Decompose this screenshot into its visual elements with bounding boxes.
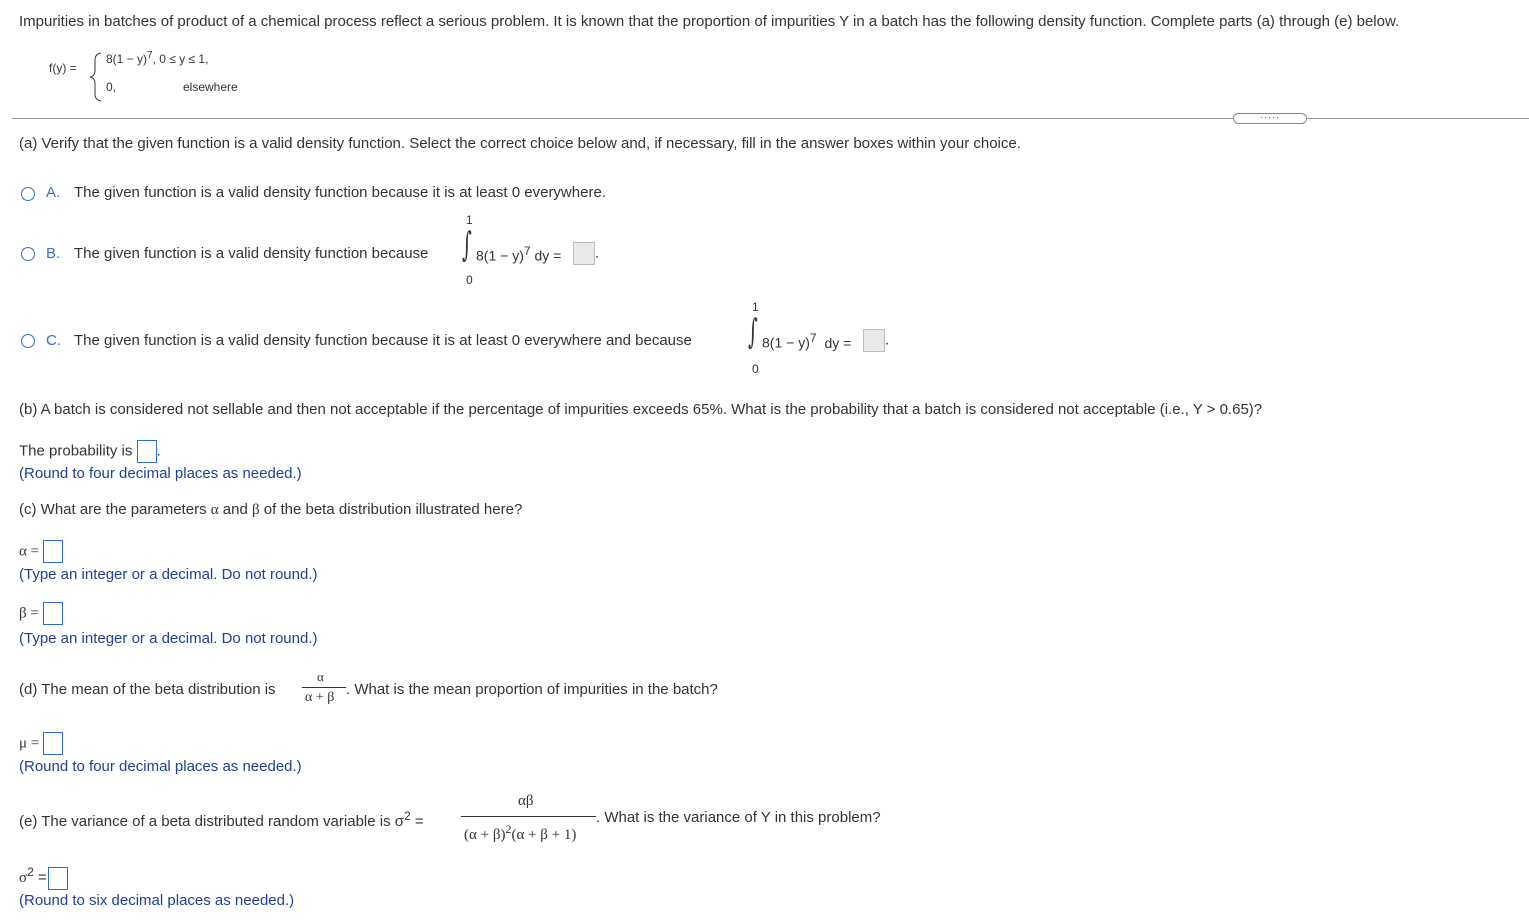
mean-frac-line — [302, 687, 346, 688]
option-c-lower-limit: 0 — [752, 362, 759, 376]
part-c-alpha: α — [210, 502, 219, 518]
part-c-question — [19, 501, 522, 519]
option-b-integrand — [476, 244, 561, 264]
option-c-upper-limit: 1 — [752, 300, 759, 314]
option-a-radio[interactable] — [21, 187, 35, 201]
part-b-answer-label: The probability is — [19, 442, 133, 460]
mean-frac-den: α + β — [305, 690, 335, 705]
alpha-row — [19, 540, 63, 563]
part-e-hint: (Round to six decimal places as needed.) — [19, 892, 295, 909]
beta-input[interactable] — [43, 602, 63, 625]
alpha-input[interactable] — [43, 540, 63, 563]
problem-intro: Impurities in batches of product of a chemical process reflect a serious problem. It is known that the proportion of impurities Y in a batch has the following density function. Complete parts (a) through (e) below. — [19, 13, 1400, 30]
option-c-radio[interactable] — [21, 334, 35, 348]
option-c-integrand — [762, 331, 851, 351]
sigma-row — [19, 865, 68, 890]
option-b-integrand-expr: 8(1 − y) — [476, 247, 524, 264]
part-e-eq: = — [414, 813, 424, 830]
sigma-sq: 2 — [27, 865, 34, 879]
option-b-lower-limit: 0 — [466, 273, 473, 287]
part-e-question-text: (e) The variance of a beta distributed random variable is σ — [19, 813, 405, 830]
var-frac-den-a: (α + β) — [464, 827, 506, 843]
expand-button[interactable]: ····· — [1233, 113, 1307, 124]
alpha-label: α = — [19, 543, 40, 560]
density-case2-expr: 0, — [106, 80, 117, 94]
probability-input[interactable] — [137, 440, 157, 463]
part-c-question-pre: (c) What are the parameters — [19, 501, 207, 518]
part-e-question-pre — [19, 809, 424, 830]
part-c-question-post: of the beta distribution illustrated here? — [263, 501, 523, 518]
option-a-letter: A. — [46, 184, 61, 201]
mean-frac-num: α — [317, 669, 324, 684]
variance-input[interactable] — [48, 867, 68, 890]
part-e-sq: 2 — [404, 809, 411, 823]
option-b-letter: B. — [46, 245, 61, 262]
density-case1-cond: , 0 ≤ y ≤ 1, — [152, 52, 209, 66]
option-b-upper-limit: 1 — [466, 213, 473, 227]
var-frac-num: αβ — [518, 793, 534, 809]
option-c-letter: C. — [46, 332, 61, 349]
sigma-label: σ — [19, 870, 28, 886]
part-c-and: and — [222, 501, 248, 518]
var-frac-den-b: (α + β + 1) — [511, 827, 577, 843]
option-c-text: The given function is a valid density function because it is at least 0 everywhere and because — [74, 332, 692, 349]
part-d-hint: (Round to four decimal places as needed.) — [19, 758, 302, 775]
beta-row — [19, 602, 63, 625]
option-b-answer-box[interactable] — [573, 242, 595, 265]
part-b-hint: (Round to four decimal places as needed.) — [19, 465, 302, 482]
part-a-question: (a) Verify that the given function is a valid density function. Select the correct choice below and, if necessary, fill in the answer boxes within your choice. — [19, 135, 1021, 152]
density-case1 — [106, 50, 208, 66]
left-brace-icon — [89, 52, 103, 102]
option-c-answer-box[interactable] — [863, 329, 885, 352]
alpha-hint: (Type an integer or a decimal. Do not round.) — [19, 566, 318, 583]
beta-label: β = — [19, 605, 39, 622]
part-c-beta: β — [251, 502, 260, 518]
density-case2-cond: elsewhere — [183, 80, 238, 94]
option-b-tail: dy = — [534, 247, 562, 264]
integral-icon: ∫ — [748, 312, 758, 352]
density-case1-exp: 7 — [147, 50, 153, 61]
option-c-integrand-expr: 8(1 − y) — [762, 334, 810, 351]
part-d-question-pre: (d) The mean of the beta distribution is — [19, 681, 276, 698]
option-c-exp: 7 — [809, 331, 817, 345]
option-c-tail: dy = — [824, 334, 852, 351]
density-lhs: f(y) = — [49, 61, 77, 75]
option-b-exp: 7 — [523, 244, 531, 258]
option-a-text: The given function is a valid density function because it is at least 0 everywhere. — [74, 184, 606, 201]
sigma-eq: = — [37, 869, 47, 886]
part-b-answer-row: The probability is . — [19, 440, 161, 463]
part-e-question-post: . What is the variance of Y in this problem? — [596, 809, 881, 826]
part-d-question-post: . What is the mean proportion of impurities in the batch? — [346, 681, 718, 698]
mu-row — [19, 732, 63, 755]
mu-input[interactable] — [43, 732, 63, 755]
option-b-radio[interactable] — [21, 247, 35, 261]
var-frac-den-sq: 2 — [505, 822, 512, 836]
integral-icon: ∫ — [462, 225, 472, 265]
var-frac-den — [464, 822, 576, 844]
var-frac-line — [461, 816, 596, 817]
option-b-text: The given function is a valid density function because — [74, 245, 429, 262]
density-case1-expr: 8(1 − y) — [106, 52, 148, 66]
part-b-question: (b) A batch is considered not sellable and then not acceptable if the percentage of impurities exceeds 65%. What is the probability that a batch is considered not acceptable (i.e., Y > 0.65)? — [19, 401, 1263, 418]
mu-label: μ = — [19, 735, 40, 752]
beta-hint: (Type an integer or a decimal. Do not round.) — [19, 630, 318, 647]
